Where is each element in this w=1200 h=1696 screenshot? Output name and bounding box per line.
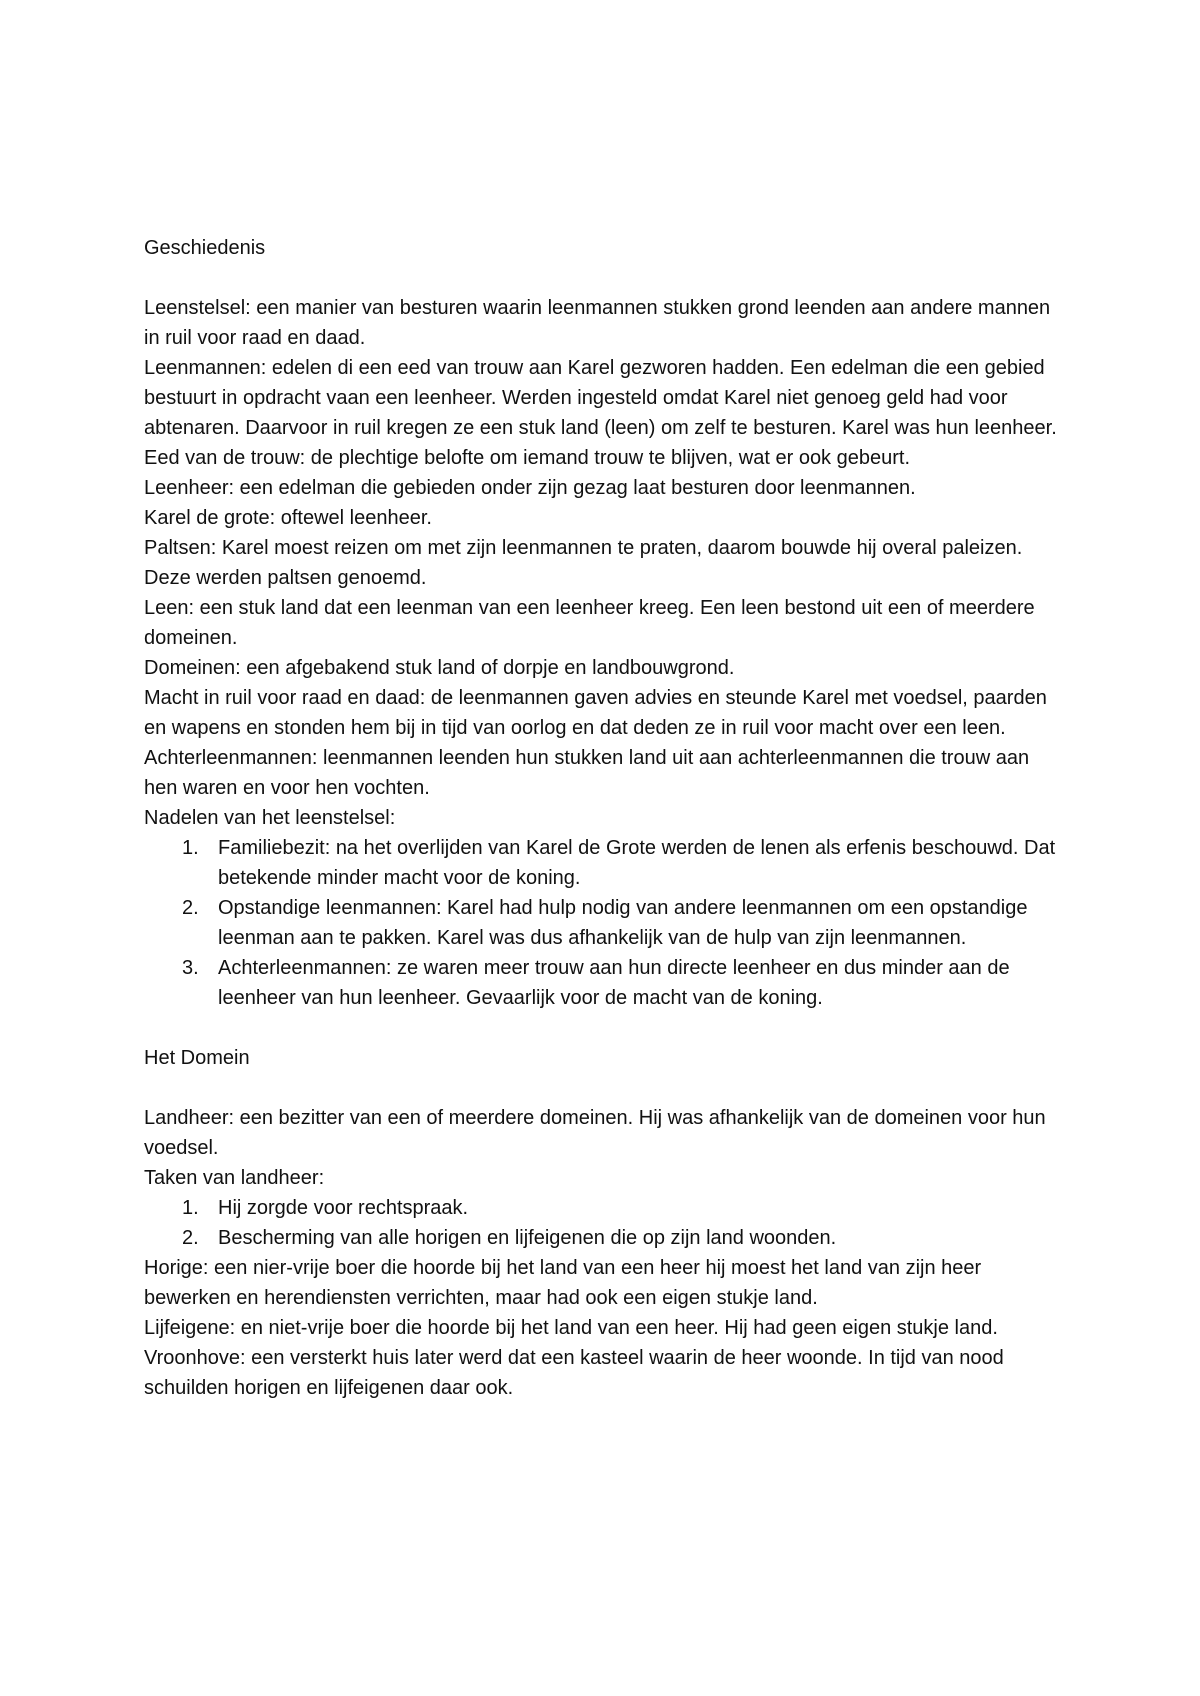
- list-item: [144, 1223, 1064, 1253]
- list-item-text: Bescherming van alle horigen en lijfeigenen die op zijn land woonden.: [218, 1227, 837, 1249]
- heading-het-domein: Het Domein: [144, 1047, 250, 1069]
- list-item: [144, 953, 1064, 1013]
- paragraph-domeinen: Domeinen: een afgebakend stuk land of dorpje en landbouwgrond.: [144, 657, 735, 679]
- paragraph-paltsen: Paltsen: Karel moest reizen om met zijn leenmannen te praten, daarom bouwde hij overal paleizen. Deze werden paltsen genoemd.: [144, 537, 1023, 589]
- paragraph-macht-in-ruil: Macht in ruil voor raad en daad: de leenmannen gaven advies en steunde Karel met voedsel, paarden en wapens en stonden hem bij in tijd van oorlog en dat deden ze in ruil voor macht over een leen.: [144, 687, 1047, 739]
- heading-geschiedenis: Geschiedenis: [144, 237, 266, 259]
- paragraph-taken-van-landheer: Taken van landheer:: [144, 1167, 325, 1189]
- paragraph-leen: Leen: een stuk land dat een leenman van een leenheer kreeg. Een leen bestond uit een of meerdere domeinen.: [144, 597, 1035, 649]
- list-item-text: Opstandige leenmannen: Karel had hulp nodig van andere leenmannen om een opstandige leenman aan te pakken. Karel was dus afhankelijk van de hulp van zijn leenmannen.: [218, 897, 1028, 949]
- list-item: [144, 1193, 1064, 1223]
- list-item: [144, 833, 1064, 893]
- paragraph-vroonhove: Vroonhove: een versterkt huis later werd dat een kasteel waarin de heer woonde. In tijd van nood schuilden horigen en lijfeigenen daar ook.: [144, 1347, 1004, 1399]
- list-number: 3.: [182, 957, 199, 979]
- paragraph-achterleenmannen: Achterleenmannen: leenmannen leenden hun stukken land uit aan achterleenmannen die trouw aan hen waren en voor hen vochten.: [144, 747, 1030, 799]
- list-item-text: Achterleenmannen: ze waren meer trouw aan hun directe leenheer en dus minder aan de leenheer van hun leenheer. Gevaarlijk voor de macht van de koning.: [218, 957, 1010, 1009]
- nadelen-list: [144, 833, 1064, 1013]
- list-item-text: Hij zorgde voor rechtspraak.: [218, 1197, 469, 1219]
- paragraph-nadelen: Nadelen van het leenstelsel:: [144, 807, 396, 829]
- list-number: 2.: [182, 1227, 199, 1249]
- list-item: [144, 893, 1064, 953]
- blank-line: [144, 1073, 1064, 1103]
- blank-line: [144, 263, 1064, 293]
- list-number: 2.: [182, 897, 199, 919]
- paragraph-leenmannen: Leenmannen: edelen di een eed van trouw aan Karel gezworen hadden. Een edelman die een gebied bestuurt in opdracht vaan een leenheer. Werden ingesteld omdat Karel niet genoeg geld had voor abtenaren. Daarvoor in ruil kregen ze een stuk land (leen) om zelf te besturen. Karel was hun leenheer.: [144, 357, 1057, 439]
- paragraph-eed-van-de-trouw: Eed van de trouw: de plechtige belofte om iemand trouw te blijven, wat er ook gebeurt.: [144, 447, 911, 469]
- paragraph-leenstelsel: Leenstelsel: een manier van besturen waarin leenmannen stukken grond leenden aan andere mannen in ruil voor raad en daad.: [144, 297, 1051, 349]
- taken-list: [144, 1193, 1064, 1253]
- paragraph-landheer: Landheer: een bezitter van een of meerdere domeinen. Hij was afhankelijk van de domeinen voor hun voedsel.: [144, 1107, 1046, 1159]
- blank-line: [144, 1013, 1064, 1043]
- paragraph-karel-de-grote: Karel de grote: oftewel leenheer.: [144, 507, 432, 529]
- list-number: 1.: [182, 837, 199, 859]
- list-item-text: Familiebezit: na het overlijden van Karel de Grote werden de lenen als erfenis beschouwd. Dat betekende minder macht voor de koning.: [218, 837, 1056, 889]
- list-number: 1.: [182, 1197, 199, 1219]
- paragraph-lijfeigene: Lijfeigene: en niet-vrije boer die hoorde bij het land van een heer. Hij had geen eigen stukje land.: [144, 1317, 998, 1339]
- paragraph-leenheer: Leenheer: een edelman die gebieden onder zijn gezag laat besturen door leenmannen.: [144, 477, 916, 499]
- paragraph-horige: Horige: een nier-vrije boer die hoorde bij het land van een heer hij moest het land van zijn heer bewerken en herendiensten verrichten, maar had ook een eigen stukje land.: [144, 1257, 982, 1309]
- document-body: [144, 233, 1064, 1403]
